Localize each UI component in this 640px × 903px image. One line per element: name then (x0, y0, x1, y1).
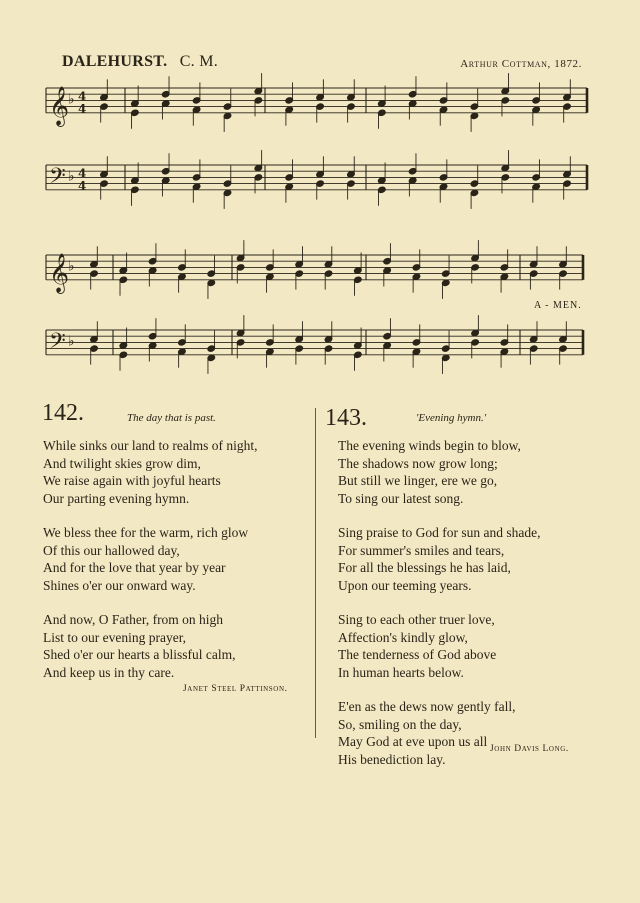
hymn-143-stanza-1 (338, 437, 540, 507)
flat-icon: ♭ (68, 168, 75, 185)
verse-line: Shed o'er our hearts a blissful calm, (43, 647, 236, 662)
verse-line: The tenderness of God above (338, 647, 497, 662)
verse-line: Upon our teeming years. (338, 577, 472, 593)
tune-name: DALEHURST. (62, 53, 168, 70)
verse-line: List to our evening prayer, (43, 629, 187, 645)
verse-line: And twilight skies grow dim, (43, 455, 201, 471)
flat-icon: ♭ (68, 333, 75, 350)
hymn-143-subtitle: 'Evening hymn.' (416, 412, 487, 424)
hymn-143-author: John Davis Long. (490, 744, 569, 754)
verse-line: May God at eve upon us all (338, 734, 488, 749)
hymn-142-number: 142. (42, 400, 84, 426)
hymn-143-stanza-4 (338, 698, 540, 768)
verse-line: To sing our latest song. (338, 490, 464, 506)
column-divider (315, 408, 316, 738)
verse-line: The shadows now grow long; (338, 455, 498, 471)
verse-line: In human hearts below. (338, 664, 464, 680)
verse-line: His benediction lay. (338, 751, 446, 767)
treble-clef-icon: 𝄞 (49, 252, 70, 293)
hymn-143-verses (338, 437, 540, 785)
verse-line: E'en as the dews now gently fall, (338, 699, 516, 714)
time-sig-top: 4 (78, 166, 87, 181)
flat-icon: ♭ (68, 258, 75, 275)
hymn-143-stanza-3 (338, 611, 540, 681)
bass-clef-icon: 𝄢 (49, 328, 66, 359)
verse-line: We bless thee for the warm, rich glow (43, 525, 249, 540)
verse-line: And keep us in thy care. (43, 664, 175, 680)
hymn-142-subtitle: The day that is past. (127, 412, 216, 424)
verse-line: Affection's kindly glow, (338, 629, 468, 645)
hymn-143-number: 143. (325, 405, 367, 431)
verse-line: For all the blessings he has laid, (338, 560, 511, 575)
verse-line: We raise again with joyful hearts (43, 473, 221, 488)
verse-line: Sing praise to God for sun and shade, (338, 525, 541, 540)
time-sig-bottom: 4 (78, 178, 87, 193)
hymn-142-stanza-1 (43, 437, 257, 507)
music-score (0, 0, 640, 380)
hymn-142-author: Janet Steel Pattinson. (183, 684, 288, 694)
verse-line: But still we linger, ere we go, (338, 473, 498, 488)
verse-line: And for the love that year by year (43, 560, 226, 575)
verse-line: Shines o'er our onward way. (43, 577, 196, 593)
verse-line: Of this our hallowed day, (43, 542, 180, 558)
flat-icon: ♭ (68, 91, 75, 108)
hymn-143-stanza-2 (338, 524, 540, 594)
hymn-142-stanza-3 (43, 611, 257, 681)
verse-line: And now, O Father, from on high (43, 612, 224, 627)
bass-clef-icon: 𝄢 (49, 163, 66, 194)
time-sig-top: 4 (78, 89, 87, 104)
tune-composer: Arthur Cottman, 1872. (460, 58, 582, 70)
verse-line: So, smiling on the day, (338, 716, 462, 732)
hymn-142-verses (43, 437, 257, 698)
amen-text: A - MEN. (534, 300, 582, 311)
treble-clef-icon: 𝄞 (49, 85, 70, 126)
verse-line: Our parting evening hymn. (43, 490, 190, 506)
verse-line: Sing to each other truer love, (338, 612, 495, 627)
verse-line: While sinks our land to realms of night, (43, 438, 258, 453)
verse-line: The evening winds begin to blow, (338, 438, 521, 453)
tune-meter: C. M. (179, 53, 219, 70)
hymn-142-stanza-2 (43, 524, 257, 594)
time-sig-bottom: 4 (78, 101, 87, 116)
verse-line: For summer's smiles and tears, (338, 542, 505, 558)
